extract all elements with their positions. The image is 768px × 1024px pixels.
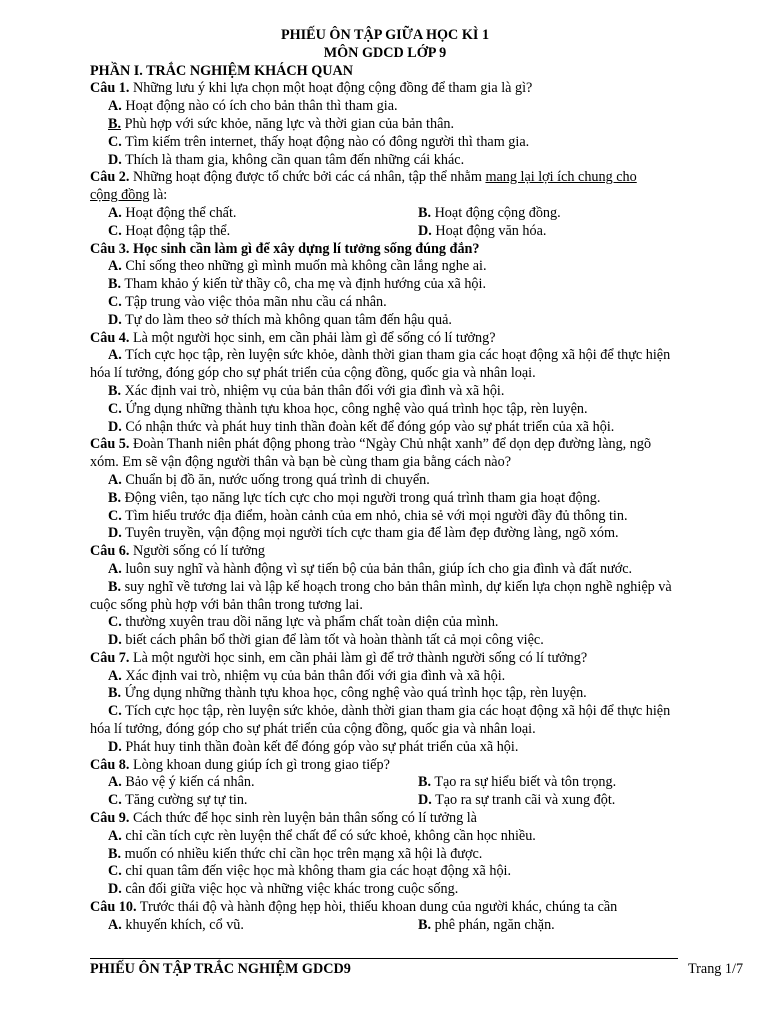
question-text: Những hoạt động được tổ chức bởi các cá nhân, tập thể nhằm: [129, 169, 486, 186]
option-text: Tập trung vào việc thỏa mãn nhu cầu cá nhân.: [125, 293, 387, 310]
option-text: Hoạt động nào có ích cho bản thân thì tham gia.: [125, 98, 398, 115]
question-2: [90, 169, 680, 205]
option-a: [90, 98, 680, 116]
option-text: Tham khảo ý kiến từ thầy cô, cha mẹ và định hướng của xã hội.: [124, 276, 487, 293]
footer-title: PHIẾU ÔN TẬP TRẮC NGHIỆM GDCD9: [90, 961, 351, 977]
option-letter: D.: [108, 525, 122, 542]
question-1: [90, 80, 680, 98]
option-text: Xác định vai trò, nhiệm vụ của bản thân đối với gia đình và xã hội.: [124, 382, 505, 399]
option-a: [90, 917, 418, 935]
option-c: [90, 703, 680, 739]
option-a: [90, 774, 418, 792]
option-text: thường xuyên trau dồi năng lực và phẩm chất toàn diện của mình.: [125, 614, 499, 631]
option-d: [90, 881, 680, 899]
option-b: [90, 846, 680, 864]
option-d: [90, 312, 680, 330]
option-c: [90, 223, 418, 241]
option-letter: D.: [108, 738, 122, 755]
option-letter: B.: [418, 916, 432, 933]
document-content: [90, 27, 680, 935]
option-d: [90, 525, 680, 543]
question-label: Câu 4.: [90, 329, 130, 346]
option-letter: D.: [108, 311, 122, 328]
option-text: Hoạt động thể chất.: [125, 204, 237, 221]
option-d: [90, 739, 680, 757]
question-text-underlined: mang lại lợi ích chung cho: [485, 169, 637, 186]
option-text: Ứng dụng những thành tựu khoa học, công nghệ vào quá trình học tập, rèn luyện.: [124, 685, 587, 702]
option-a: [90, 258, 680, 276]
option-letter: D.: [108, 418, 122, 435]
option-letter: B.: [108, 115, 122, 132]
option-text: Hoạt động tập thể.: [125, 222, 231, 239]
option-row: [90, 223, 680, 241]
option-text: Chuẩn bị đồ ăn, nước uống trong quá trình di chuyển.: [125, 471, 430, 488]
option-letter: A.: [108, 471, 122, 488]
option-text: Bảo vệ ý kiến cá nhân.: [125, 774, 255, 791]
option-text: Tích cực học tập, rèn luyện sức khỏe, dành thời gian tham gia các hoạt động xã hội để thực hiện hóa lí tưởng, đóng góp cho sự phát triển của cộng đồng, quốc gia và nhân loại.: [90, 347, 671, 382]
question-label: Câu 2.: [90, 169, 130, 186]
option-text: biết cách phân bổ thời gian để làm tốt và hoàn thành tất cả mọi công việc.: [125, 632, 544, 649]
option-d: [418, 792, 680, 810]
question-text: Lòng khoan dung giúp ích gì trong giao tiếp?: [129, 756, 390, 773]
question-3: [90, 241, 680, 259]
option-text: Tạo ra sự tranh cãi và xung đột.: [435, 792, 616, 809]
option-letter: B.: [108, 276, 122, 293]
option-d: [90, 632, 680, 650]
option-b: [90, 116, 680, 134]
option-b: [90, 276, 680, 294]
question-text: là:: [149, 187, 168, 204]
option-letter: B.: [108, 382, 122, 399]
option-c: [90, 792, 418, 810]
question-text: Cách thức để học sinh rèn luyện bản thân sống có lí tưởng là: [129, 810, 477, 827]
option-c: [90, 863, 680, 881]
question-text: Là một người học sinh, em cần phải làm gì để trở thành người sống có lí tưởng?: [129, 649, 588, 666]
option-letter: A.: [108, 774, 122, 791]
option-text: Thích là tham gia, không cần quan tâm đến những cái khác.: [125, 151, 465, 168]
option-letter: D.: [108, 151, 122, 168]
question-text-underlined: cộng đồng: [90, 187, 150, 204]
question-text: Những lưu ý khi lựa chọn một hoạt động cộng đồng để tham gia là gì?: [129, 80, 533, 97]
question-text: Học sinh cần làm gì để xây dựng lí tưởng sống đúng đắn?: [129, 240, 480, 257]
option-a: [90, 472, 680, 490]
page-number: Trang 1/7: [688, 961, 744, 977]
option-letter: D.: [418, 222, 432, 239]
question-label: Câu 7.: [90, 649, 130, 666]
option-letter: A.: [108, 560, 122, 577]
option-b: [418, 917, 680, 935]
option-row: [90, 917, 680, 935]
option-letter: A.: [108, 667, 122, 684]
option-c: [90, 134, 680, 152]
page-footer: [90, 958, 744, 978]
option-text: Xác định vai trò, nhiệm vụ của bản thân đối với gia đình và xã hội.: [125, 667, 506, 684]
option-letter: C.: [108, 133, 122, 150]
option-text: Tích cực học tập, rèn luyện sức khỏe, dành thời gian tham gia các hoạt động xã hội để thực hiện hóa lí tưởng, đóng góp cho sự phát triển của cộng đồng, quốc gia và nhân loại.: [90, 703, 671, 738]
option-a: [90, 561, 680, 579]
option-letter: B.: [108, 578, 122, 595]
option-c: [90, 508, 680, 526]
option-letter: C.: [108, 863, 122, 880]
option-letter: B.: [418, 204, 432, 221]
question-label: Câu 8.: [90, 756, 130, 773]
option-text: Phát huy tinh thần đoàn kết để đóng góp vào sự phát triển của xã hội.: [125, 738, 519, 755]
option-letter: D.: [108, 632, 122, 649]
question-label: Câu 5.: [90, 436, 130, 453]
document-title-line1: PHIẾU ÔN TẬP GIỮA HỌC KÌ 1: [280, 27, 490, 43]
option-text: Tạo ra sự hiểu biết và tôn trọng.: [434, 774, 617, 791]
option-letter: B.: [108, 845, 122, 862]
option-text: chỉ cần tích cực rèn luyện thể chất để có sức khoẻ, không cần học nhiều.: [125, 827, 536, 844]
question-6: [90, 543, 680, 561]
option-letter: C.: [108, 507, 122, 524]
question-label: Câu 9.: [90, 810, 130, 827]
option-letter: A.: [108, 258, 122, 275]
option-d: [418, 223, 680, 241]
question-7: [90, 650, 680, 668]
option-b: [90, 490, 680, 508]
question-label: Câu 10.: [90, 899, 137, 916]
option-row: [90, 792, 680, 810]
option-row: [90, 205, 680, 223]
option-letter: A.: [108, 916, 122, 933]
option-text: Có nhận thức và phát huy tinh thần đoàn kết để đóng góp vào sự phát triển của xã hội.: [125, 418, 615, 435]
option-b: [90, 579, 680, 615]
question-label: Câu 1.: [90, 80, 130, 97]
option-text: Tự do làm theo sở thích mà không quan tâm đến hậu quả.: [125, 311, 452, 328]
document-title-line2: MÔN GDCD LỚP 9: [323, 44, 447, 61]
question-4: [90, 330, 680, 348]
option-text: Hoạt động văn hóa.: [435, 222, 547, 239]
option-letter: C.: [108, 222, 122, 239]
question-5: [90, 436, 680, 472]
question-text: Trước thái độ và hành động hẹp hòi, thiếu khoan dung của người khác, chúng ta cần: [136, 899, 618, 916]
option-c: [90, 401, 680, 419]
option-a: [90, 668, 680, 686]
option-text: muốn có nhiều kiến thức chỉ cần học trên mạng xã hội là được.: [124, 845, 483, 862]
option-text: luôn suy nghĩ và hành động vì sự tiến bộ của bản thân, giúp ích cho gia đình và đất nước.: [125, 560, 633, 577]
option-a: [90, 347, 680, 383]
option-b: [90, 383, 680, 401]
option-letter: B.: [108, 489, 122, 506]
question-label: Câu 6.: [90, 543, 130, 560]
option-text: Hoạt động cộng đồng.: [434, 204, 561, 221]
option-a: [90, 828, 680, 846]
option-b: [90, 685, 680, 703]
option-letter: C.: [108, 400, 122, 417]
option-a: [90, 205, 418, 223]
option-letter: D.: [108, 881, 122, 898]
option-letter: A.: [108, 98, 122, 115]
option-text: cân đối giữa việc học và những việc khác trong cuộc sống.: [125, 881, 459, 898]
option-letter: B.: [418, 774, 432, 791]
option-text: suy nghĩ về tương lai và lập kế hoạch trong cho bản thân mình, dự kiến lựa chọn nghề nghiệp và cuộc sống phù hợp với bản thân trong tương lai.: [90, 578, 672, 613]
option-letter: C.: [108, 792, 122, 809]
option-text: Chỉ sống theo những gì mình muốn mà không cần lắng nghe ai.: [125, 258, 487, 275]
option-letter: C.: [108, 293, 122, 310]
option-text: Động viên, tạo năng lực tích cực cho mọi người trong quá trình tham gia hoạt động.: [124, 489, 601, 506]
question-10: [90, 899, 680, 917]
option-row: [90, 774, 680, 792]
option-text: chỉ quan tâm đến việc học mà không tham gia các hoạt động xã hội.: [125, 863, 512, 880]
option-b: [418, 205, 680, 223]
option-text: Ứng dụng những thành tựu khoa học, công nghệ vào quá trình học tập, rèn luyện.: [125, 400, 588, 417]
option-text: khuyến khích, cổ vũ.: [125, 916, 244, 933]
option-b: [418, 774, 680, 792]
question-text: Là một người học sinh, em cần phải làm gì để sống có lí tưởng?: [129, 329, 496, 346]
option-c: [90, 614, 680, 632]
option-letter: B.: [108, 685, 122, 702]
question-text: Đoàn Thanh niên phát động phong trào “Ngày Chủ nhật xanh” để dọn dẹp đường làng, ngõ xóm. Em sẽ vận động người thân và bạn bè cùng tham gia bằng cách nào?: [90, 436, 652, 471]
question-9: [90, 810, 680, 828]
option-d: [90, 152, 680, 170]
section-heading: PHẦN I. TRẮC NGHIỆM KHÁCH QUAN: [90, 62, 354, 79]
option-text: Tìm kiếm trên internet, thấy hoạt động nào có đông người thì tham gia.: [125, 133, 530, 150]
option-c: [90, 294, 680, 312]
question-label: Câu 3.: [90, 240, 130, 257]
option-letter: D.: [418, 792, 432, 809]
option-letter: C.: [108, 614, 122, 631]
question-text: Người sống có lí tưởng: [129, 543, 266, 560]
option-letter: A.: [108, 347, 122, 364]
option-d: [90, 419, 680, 437]
option-text: Tuyên truyền, vận động mọi người tích cực tham gia để làm đẹp đường làng, ngõ xóm.: [125, 525, 619, 542]
option-letter: A.: [108, 204, 122, 221]
option-letter: C.: [108, 703, 122, 720]
question-8: [90, 757, 680, 775]
option-text: Tìm hiểu trước địa điểm, hoàn cảnh của em nhỏ, chia sẻ với mọi người đầy đủ thông tin.: [125, 507, 628, 524]
option-letter: A.: [108, 827, 122, 844]
option-text: Tăng cường sự tự tin.: [125, 792, 248, 809]
option-text: Phù hợp với sức khỏe, năng lực và thời gian của bản thân.: [124, 115, 455, 132]
option-text: phê phán, ngăn chặn.: [434, 916, 555, 933]
